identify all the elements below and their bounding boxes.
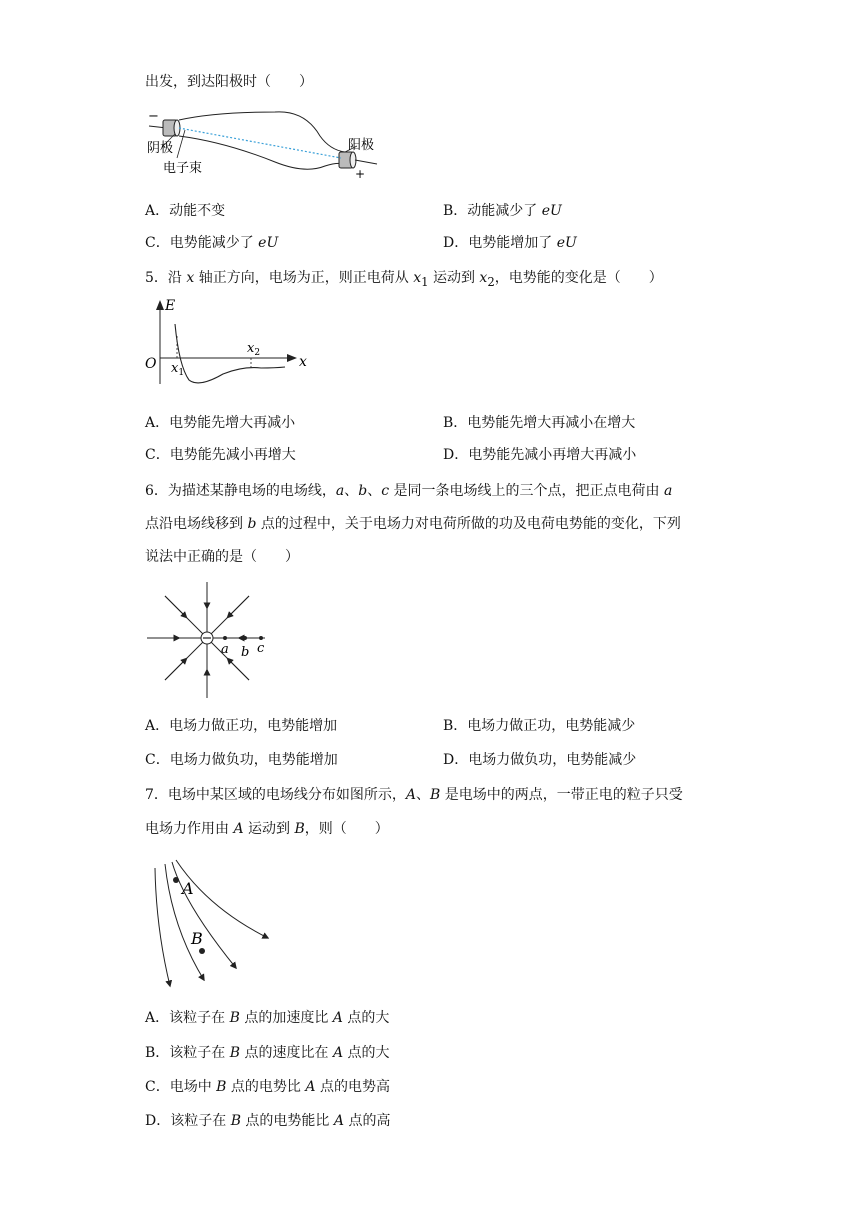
field-lines-ab-figure xyxy=(148,858,278,990)
electron-beam-label: 电子束 xyxy=(163,161,203,176)
tube-outline-bottom xyxy=(179,136,345,169)
q7-option-c[interactable]: C．电场中 B 点的电势比 A 点的电势高 xyxy=(145,1079,390,1095)
q6-stem-line1: 6．为描述某静电场的电场线，a、b、c 是同一条电场线上的三个点，把正点电荷由 a xyxy=(145,483,673,499)
e-x-graph-figure xyxy=(143,296,313,388)
tube-outline-top xyxy=(179,112,345,152)
q7-stem-line2: 电场力作用由 A 运动到 B，则（ ） xyxy=(145,821,389,837)
q6-stem-line3: 说法中正确的是（ ） xyxy=(145,549,299,565)
q6-option-c[interactable]: C．电场力做负功，电势能增加 xyxy=(145,752,338,768)
electron-beam-line xyxy=(179,128,341,158)
q6-option-b[interactable]: B．电场力做正功，电势能减少 xyxy=(443,718,636,734)
anode-lead xyxy=(355,160,377,164)
x2-label: $x_2$ xyxy=(247,341,261,358)
q6-stem-line2: 点沿电场线移到 b 点的过程中，关于电场力对电荷所做的功及电荷电势能的变化，下列 xyxy=(145,516,681,532)
label-A: A xyxy=(182,879,194,898)
q5-stem: 5．沿 x 轴正方向，电场为正，则正电荷从 $x_1$ 运动到 $x_2$，电势能的变化是（ ） xyxy=(145,270,663,289)
x1-label: $x_1$ xyxy=(171,361,185,378)
point-b xyxy=(243,636,247,640)
cathode-label: 阴极 xyxy=(147,141,174,156)
q5-option-c[interactable]: C．电势能先减小再增大 xyxy=(145,447,296,463)
q4-option-d[interactable]: D．电势能增加了 eU xyxy=(443,235,577,251)
point-c xyxy=(259,636,263,640)
q7-stem-line1: 7．电场中某区域的电场线分布如图所示，A、B 是电场中的两点，一带正电的粒子只受 xyxy=(145,787,683,803)
point-B xyxy=(199,948,205,954)
q4-option-c[interactable]: C．电势能减少了 eU xyxy=(145,235,279,251)
field-curve xyxy=(175,324,285,383)
q7-option-a[interactable]: A．该粒子在 B 点的加速度比 A 点的大 xyxy=(145,1010,390,1026)
label-a: a xyxy=(221,642,229,657)
anode-label: 阳极 xyxy=(348,138,375,153)
e-label: E xyxy=(165,298,176,314)
q4-option-b[interactable]: B．动能减少了 eU xyxy=(443,203,562,219)
minus-sign: − xyxy=(148,109,159,124)
field-line-4 xyxy=(176,860,268,938)
label-c: c xyxy=(257,641,265,656)
label-B: B xyxy=(191,929,203,948)
q4-stem-tail: 出发，到达阳极时（ ） xyxy=(145,74,313,90)
q4-option-a[interactable]: A．动能不变 xyxy=(145,203,226,219)
q6-option-d[interactable]: D．电场力做负功，电势能减少 xyxy=(443,752,637,768)
cathode-ray-tube-figure xyxy=(145,106,385,184)
label-b: b xyxy=(241,645,250,660)
point-charge-field-figure xyxy=(145,580,275,704)
q5-option-b[interactable]: B．电势能先增大再减小在增大 xyxy=(443,415,636,431)
q5-option-a[interactable]: A．电势能先增大再减小 xyxy=(145,415,296,431)
q6-option-a[interactable]: A．电场力做正功，电势能增加 xyxy=(145,718,338,734)
x-label: x xyxy=(299,354,307,370)
plus-sign: + xyxy=(355,167,366,181)
q7-option-d[interactable]: D．该粒子在 B 点的电势能比 A 点的高 xyxy=(145,1113,391,1129)
q5-option-d[interactable]: D．电势能先减小再增大再减小 xyxy=(443,447,637,463)
point-A xyxy=(173,877,179,883)
origin-label: O xyxy=(145,356,157,372)
point-a xyxy=(223,636,227,640)
q7-option-b[interactable]: B．该粒子在 B 点的速度比在 A 点的大 xyxy=(145,1045,390,1061)
